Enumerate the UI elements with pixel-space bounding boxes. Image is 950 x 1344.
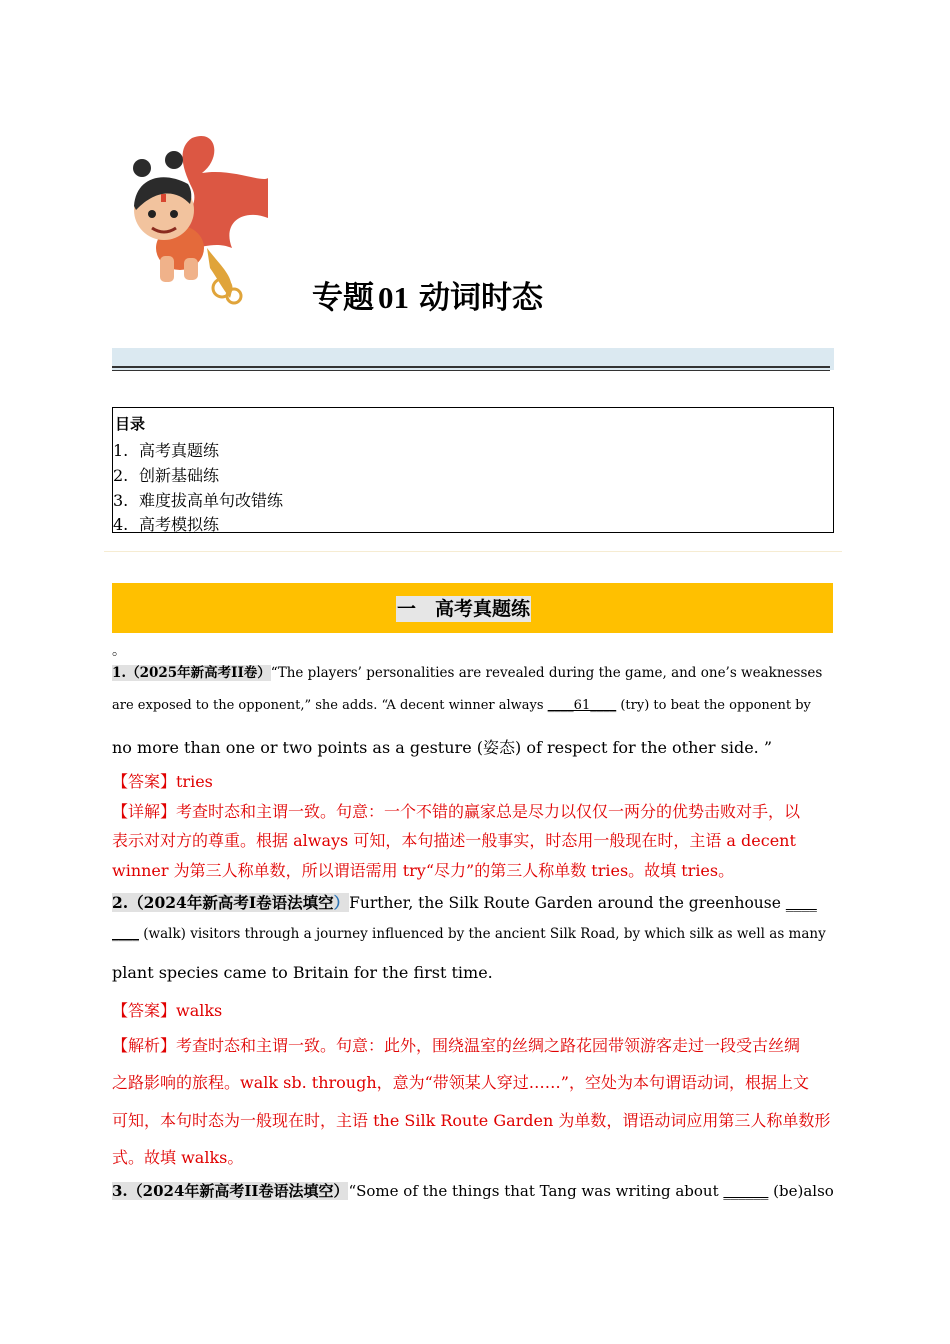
question-3-text: (be)also (768, 1182, 834, 1200)
stray-mark: 。 (112, 643, 126, 659)
question-2-label-text: 2.（2024年新高考I卷语法填空 (112, 893, 334, 912)
toc-item-number: 3. (113, 491, 129, 510)
question-3-line-1 (112, 1180, 834, 1201)
toc-item-label: 难度拔高单句改错练 (139, 491, 284, 510)
divider (104, 551, 842, 552)
question-3-blank[interactable]: ______ (723, 1182, 769, 1200)
toc-item-label: 创新基础练 (139, 466, 220, 485)
question-2-line-3: plant species came to Britain for the first time. (112, 963, 493, 982)
toc-item[interactable] (113, 488, 283, 511)
question-2-line-1 (112, 891, 817, 913)
section-title: 一 高考真题练 (397, 598, 531, 620)
question-2-label (112, 893, 349, 912)
question-1-label: 1.（2025年新高考II卷） (112, 665, 271, 681)
toc-item-number: 4. (113, 515, 129, 534)
question-3-text: “Some of the things that Tang was writing about (348, 1182, 724, 1200)
header-rule (112, 366, 830, 368)
question-2-text: Further, the Silk Route Garden around the greenhouse (349, 894, 786, 912)
question-1-explanation: winner 为第三人称单数，所以谓语需用 try“尽力”的第三人称单数 tries。故填 tries。 (112, 861, 735, 880)
toc-item[interactable] (113, 438, 219, 461)
question-2-explanation: 【解析】考查时态和主谓一致。句意：此外，围绕温室的丝绸之路花园带领游客走过一段受古丝绸 (112, 1036, 801, 1055)
question-1-line-1 (112, 661, 822, 681)
question-1-answer: 【答案】tries (112, 772, 213, 791)
question-2-blank[interactable]: ____ (785, 894, 817, 912)
question-2-line-2 (112, 926, 826, 942)
question-2-blank[interactable]: ____ (112, 926, 139, 942)
question-1-text: are exposed to the opponent,” she adds. “A decent winner always (112, 698, 548, 713)
question-1-explanation: 【详解】考查时态和主谓一致。句意：一个不错的赢家总是尽力以仅仅一两分的优势击败对手，以 (112, 802, 801, 821)
question-1-text: “The players’ personalities are revealed during the game, and one’s weaknesses (270, 665, 823, 681)
title-main: 动词时态 (419, 280, 543, 316)
question-1-line-2 (112, 698, 811, 713)
question-2-explanation: 之路影响的旅程。walk sb. through，意为“带领某人穿过……”，空处为本句谓语动词，根据上文 (112, 1073, 809, 1092)
toc-heading: 目录 (115, 415, 146, 433)
toc-item[interactable] (113, 512, 219, 535)
toc-item-label: 高考真题练 (139, 441, 220, 460)
title-prefix: 专题 (312, 280, 374, 316)
header-rule-thin (112, 370, 830, 371)
question-1-explanation: 表示对对方的尊重。根据 always 可知，本句描述一般事实，时态用一般现在时，主语 a decent (112, 831, 796, 850)
question-2-explanation: 式。故填 walks。 (112, 1148, 244, 1167)
question-2-label-close: ） (333, 893, 350, 912)
title-number: 01 (378, 280, 409, 315)
question-2-explanation: 可知，本句时态为一般现在时，主语 the Silk Route Garden 为单数，谓语动词应用第三人称单数形 (112, 1111, 831, 1130)
question-3-label: 3.（2024年新高考II卷语法填空） (112, 1182, 349, 1200)
question-1-blank[interactable]: ____61____ (547, 698, 617, 713)
toc-item-number: 1. (113, 441, 129, 460)
toc-item-label: 高考模拟练 (139, 515, 220, 534)
toc-item[interactable] (113, 463, 219, 486)
question-1-text: (try) to beat the opponent by (616, 698, 811, 713)
question-1-line-3: no more than one or two points as a gesture (姿态) of respect for the other side. ” (112, 738, 773, 757)
question-2-text: (walk) visitors through a journey influenced by the ancient Silk Road, by which silk as well as many (139, 926, 826, 942)
question-2-answer: 【答案】walks (112, 1001, 223, 1020)
document-title (312, 272, 543, 317)
mascot-illustration (122, 128, 272, 308)
toc-item-number: 2. (113, 466, 129, 485)
table-of-contents (112, 407, 834, 533)
section-header-bar (112, 583, 833, 633)
